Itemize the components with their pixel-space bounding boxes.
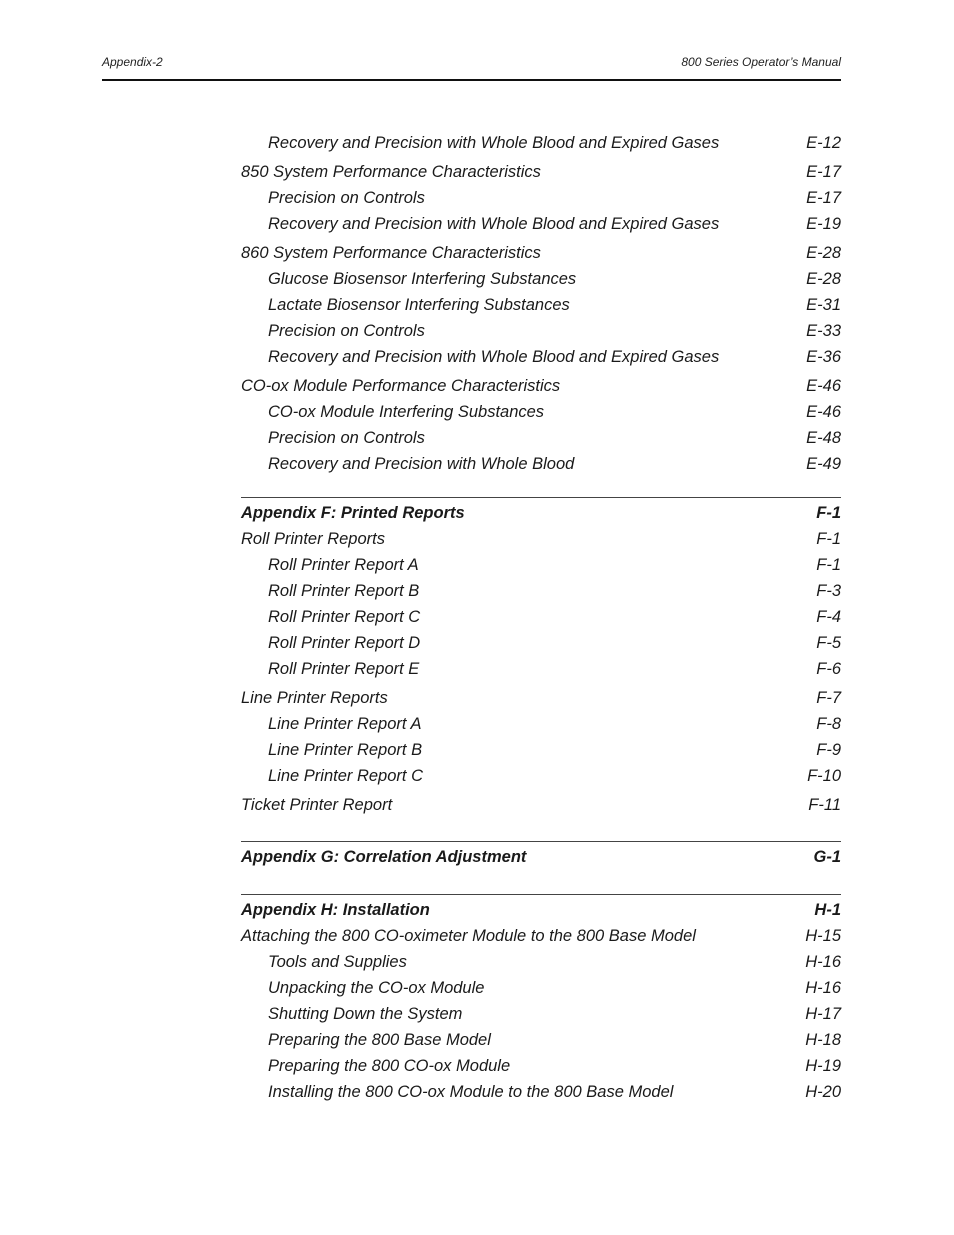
running-header-left: Appendix-2 [102,55,163,69]
toc-subentry[interactable] [241,1057,841,1083]
toc-entry[interactable] [241,530,841,556]
toc-appendix-page: G-1 [813,848,841,866]
toc-subentry[interactable] [241,582,841,608]
toc-subentry[interactable] [241,134,841,160]
toc-subentry[interactable] [241,1083,841,1109]
toc-entry-title: Lactate Biosensor Interfering Substances [268,296,570,314]
toc-subentry[interactable] [241,322,841,348]
toc-block-appendix-g [241,841,841,874]
toc-entry-title: Installing the 800 CO-ox Module to the 800 Base Model [268,1083,674,1101]
toc-entry-title: Attaching the 800 CO-oximeter Module to the 800 Base Model [241,927,696,945]
toc-subentry[interactable] [241,953,841,979]
toc-entry-page: E-46 [806,403,841,421]
toc-entry-page: F-1 [816,530,841,548]
toc-entry-page: F-4 [816,608,841,626]
toc-entry-page: F-10 [807,767,841,785]
toc-entry[interactable] [241,796,841,822]
toc-subentry[interactable] [241,979,841,1005]
toc-block-appendix-h [241,894,841,1109]
toc-entry-page: F-3 [816,582,841,600]
toc-entry-page: E-31 [806,296,841,314]
toc-entry-title: 850 System Performance Characteristics [241,163,541,181]
toc-subentry[interactable] [241,429,841,455]
toc-block-appendix-e [241,134,841,481]
toc-entry-title: Roll Printer Report D [268,634,421,652]
toc-entry-page: E-12 [806,134,841,152]
toc-entry-title: Preparing the 800 CO-ox Module [268,1057,511,1075]
toc-entry-page: E-19 [806,215,841,233]
toc-entry-title: Tools and Supplies [268,953,407,971]
toc-subentry[interactable] [241,348,841,374]
toc-subentry[interactable] [241,1031,841,1057]
toc-entry-page: E-48 [806,429,841,447]
toc-entry-title: Ticket Printer Report [241,796,393,814]
toc-entries [241,530,841,822]
toc-subentry[interactable] [241,189,841,215]
toc-entry-page: H-15 [805,927,841,945]
toc-subentry[interactable] [241,215,841,241]
toc-entry-page: E-28 [806,270,841,288]
toc-entry-title: 860 System Performance Characteristics [241,244,541,262]
toc-subentry[interactable] [241,634,841,660]
toc-entry-page: F-11 [808,796,841,814]
toc-entry-title: Precision on Controls [268,189,425,207]
toc-subentry[interactable] [241,767,841,793]
toc-entry-title: Precision on Controls [268,322,425,340]
toc-entry-page: F-5 [816,634,841,652]
toc-subentry[interactable] [241,270,841,296]
toc-subentry[interactable] [241,741,841,767]
running-header-right: 800 Series Operator’s Manual [681,55,841,69]
header-rule [102,79,841,81]
toc-appendix-page: F-1 [816,504,841,522]
toc-entry-page: H-18 [805,1031,841,1049]
toc-entry-page: H-16 [805,979,841,997]
toc-entry-title: CO-ox Module Interfering Substances [268,403,545,421]
toc-entry[interactable] [241,377,841,403]
toc-entry-title: Glucose Biosensor Interfering Substances [268,270,577,288]
toc-subentry[interactable] [241,403,841,429]
toc-entry-title: Recovery and Precision with Whole Blood and Expired Gases [268,348,720,366]
toc-entry[interactable] [241,163,841,189]
toc-entry[interactable] [241,689,841,715]
toc-appendix-title: Appendix F: Printed Reports [241,504,465,522]
toc-entry-page: F-1 [816,556,841,574]
toc-entry-title: Line Printer Report B [268,741,423,759]
toc-appendix-heading[interactable] [241,901,841,927]
toc-appendix-heading[interactable] [241,848,841,874]
toc-entry-title: Preparing the 800 Base Model [268,1031,491,1049]
toc-entry-title: Roll Printer Report E [268,660,420,678]
toc-subentry[interactable] [241,715,841,741]
toc-entry-title: Roll Printer Reports [241,530,385,548]
toc-entry-page: F-7 [816,689,841,707]
toc-entry-page: E-17 [806,163,841,181]
toc-entry-title: Unpacking the CO-ox Module [268,979,485,997]
toc-subentry[interactable] [241,455,841,481]
toc-entry-page: F-8 [816,715,841,733]
toc-entry-title: CO-ox Module Performance Characteristics [241,377,561,395]
toc-entry-page: E-36 [806,348,841,366]
toc-subentry[interactable] [241,608,841,634]
toc-entry-title: Line Printer Report C [268,767,423,785]
toc-entry-page: F-6 [816,660,841,678]
toc-entry-page: E-17 [806,189,841,207]
toc-entry-title: Shutting Down the System [268,1005,463,1023]
toc-appendix-title: Appendix G: Correlation Adjustment [241,848,527,866]
toc-entry-title: Roll Printer Report B [268,582,420,600]
toc-entry[interactable] [241,927,841,953]
toc-subentry[interactable] [241,1005,841,1031]
toc-entry-page: E-49 [806,455,841,473]
toc-entry-title: Precision on Controls [268,429,425,447]
toc-entry-title: Recovery and Precision with Whole Blood and Expired Gases [268,134,720,152]
toc-entry-title: Recovery and Precision with Whole Blood [268,455,575,473]
section-rule [241,894,841,895]
toc-entry-page: E-46 [806,377,841,395]
toc-entry-page: F-9 [816,741,841,759]
toc-appendix-page: H-1 [814,901,841,919]
toc-entry-page: H-16 [805,953,841,971]
toc-entry-title: Line Printer Reports [241,689,388,707]
toc-entry-title: Recovery and Precision with Whole Blood and Expired Gases [268,215,720,233]
toc-entry[interactable] [241,244,841,270]
toc-entry-page: E-28 [806,244,841,262]
toc-entry-page: H-19 [805,1057,841,1075]
toc-entries [241,927,841,1109]
toc-subentry[interactable] [241,556,841,582]
toc-entry-title: Roll Printer Report C [268,608,421,626]
toc-subentry[interactable] [241,296,841,322]
toc-entry-page: H-20 [805,1083,841,1101]
toc-entry-title: Roll Printer Report A [268,556,419,574]
toc-appendix-heading[interactable] [241,504,841,530]
toc-entry-page: E-33 [806,322,841,340]
toc-block-appendix-f [241,497,841,822]
section-rule [241,841,841,842]
toc-appendix-title: Appendix H: Installation [241,901,430,919]
toc-entry-title: Line Printer Report A [268,715,422,733]
toc-entry-page: H-17 [805,1005,841,1023]
section-rule [241,497,841,498]
toc-subentry[interactable] [241,660,841,686]
